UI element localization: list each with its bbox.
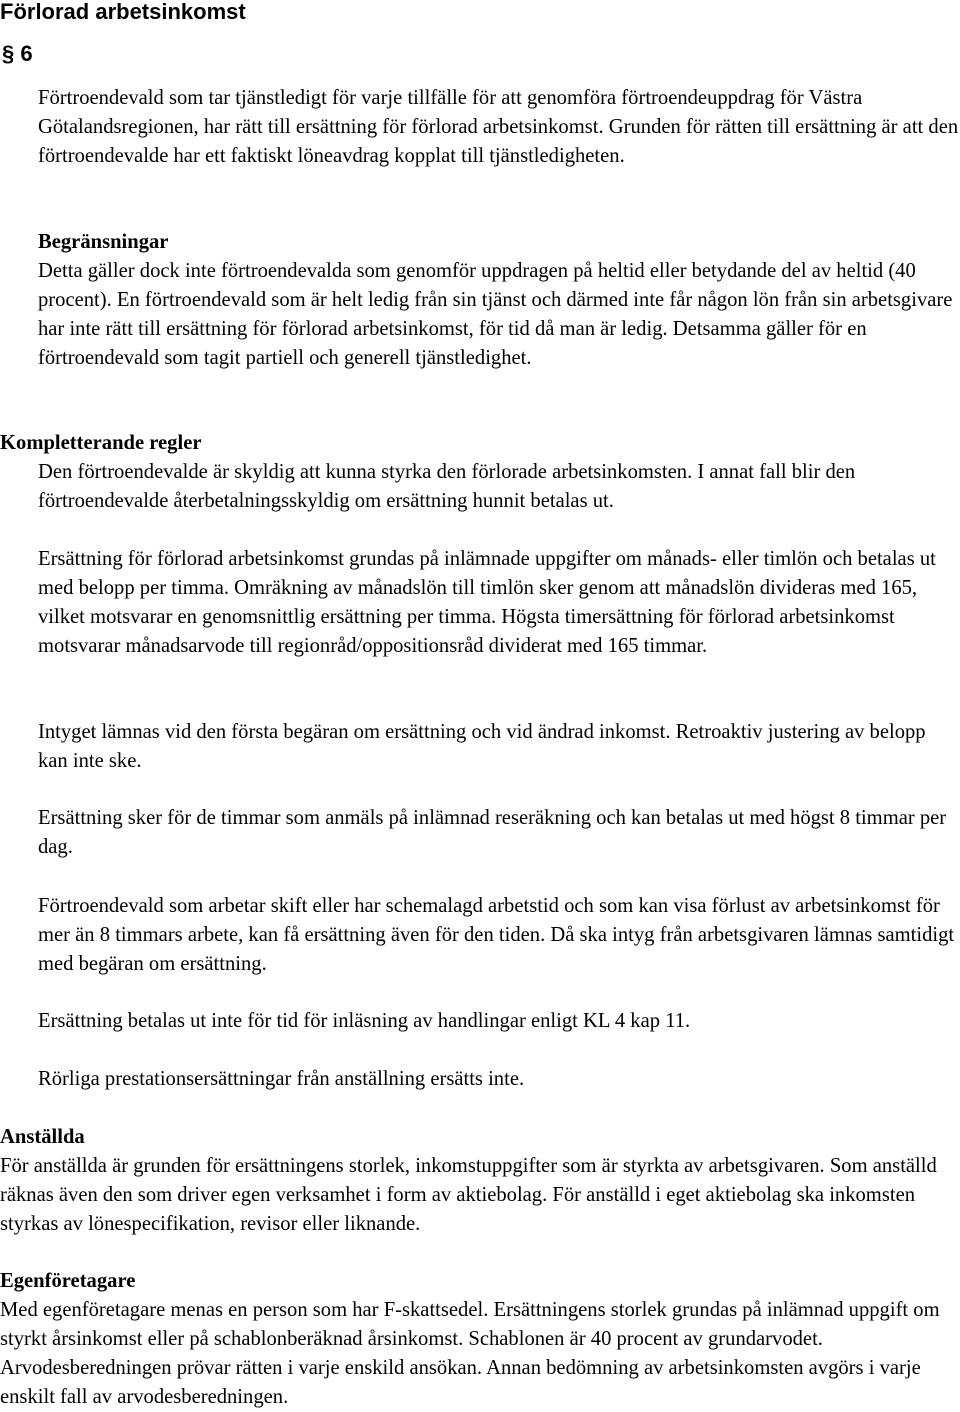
kompletterande-paragraph-3: Intyget lämnas vid den första begäran om ersättning och vid ändrad inkomst. Retroaktiv justering av belopp kan inte ske. [38,721,926,772]
document-title: Förlorad arbetsinkomst [0,0,246,24]
egenforetagare-text: Med egenföretagare menas en person som har F-skattsedel. Ersättningens storlek grundas på inlämnad uppgift om styrkt årsinkomst eller på schablonberäknad årsinkomst. Schablonen är 40 procent av grundarvodet. Arvodesberedningen prövar rätten i varje enskild ansökan. Annan bedömning av arbetsinkomsten avgörs i varje enskilt fall av arvodesberedningen. [0,1299,940,1408]
anstallda-text: För anställda är grunden för ersättningens storlek, inkomstuppgifter som är styrkta av arbetsgivaren. Som anställd räknas även den som driver egen verksamhet i form av aktiebolag. För anställd i eget aktiebolag ska inkomsten styrkas av lönespecifikation, revisor eller liknande. [0,1155,937,1235]
kompletterande-paragraph-7: Rörliga prestationsersättningar från anställning ersätts inte. [38,1068,525,1090]
kompletterande-heading [0,429,960,458]
kompletterande-paragraph-1: Den förtroendevalde är skyldig att kunna styrka den förlorade arbetsinkomsten. I annat fall blir den förtroendevalde återbetalningsskyldig om ersättning hunnit betalas ut. [38,461,856,512]
anstallda-section [0,1123,960,1239]
intro-paragraph: Förtroendevald som tar tjänstledigt för varje tillfälle för att genomföra förtroendeuppdrag för Västra Götalandsregionen, har rätt till ersättning för förlorad arbetsinkomst. Grunden för rätten till ersättning är att den förtroendevalde har ett faktiskt löneavdrag kopplat till tjänstledigheten. [38,87,959,167]
begransningar-heading: Begränsningar [38,231,169,253]
kompletterande-paragraph-2: Ersättning för förlorad arbetsinkomst grundas på inlämnade uppgifter om månads- eller timlön och betalas ut med belopp per timma. Omräkning av månadslön till timlön sker genom att månadslön divideras med 165, vilket motsvarar en genomsnittlig ersättning per timma. Högsta timersättning för förlorad arbetsinkomst motsvarar månadsarvode till regionråd/oppositionsråd dividerat med 165 timmar. [38,548,936,657]
egenforetagare-section [0,1267,960,1412]
kompletterande-paragraph-6: Ersättning betalas ut inte för tid för inläsning av handlingar enligt KL 4 kap 11. [38,1010,691,1032]
section-number: § 6 [2,41,33,66]
anstallda-heading: Anställda [0,1126,85,1148]
kompletterande-heading-label: Kompletterande regler [0,432,202,454]
egenforetagare-heading: Egenföretagare [0,1270,136,1292]
begransningar-text: Detta gäller dock inte förtroendevalda som genomför uppdragen på heltid eller betydande del av heltid (40 procent). En förtroendevald som är helt ledig från sin tjänst och därmed inte får någon lön från sin arbetsgivare har inte rätt till ersättning för förlorad arbetsinkomst, för tid då man är ledig. Detsamma gäller för en förtroendevald som tagit partiell och generell tjänstledighet. [38,260,953,369]
kompletterande-paragraph-4: Ersättning sker för de timmar som anmäls på inlämnad reseräkning och kan betalas ut med högst 8 timmar per dag. [38,807,947,858]
kompletterande-paragraph-5: Förtroendevald som arbetar skift eller har schemalagd arbetstid och som kan visa förlust av arbetsinkomst för mer än 8 timmars arbete, kan få ersättning även för den tiden. Då ska intyg från arbetsgivaren lämnas samtidigt med begäran om ersättning. [38,895,955,975]
begransningar-section [38,228,960,373]
